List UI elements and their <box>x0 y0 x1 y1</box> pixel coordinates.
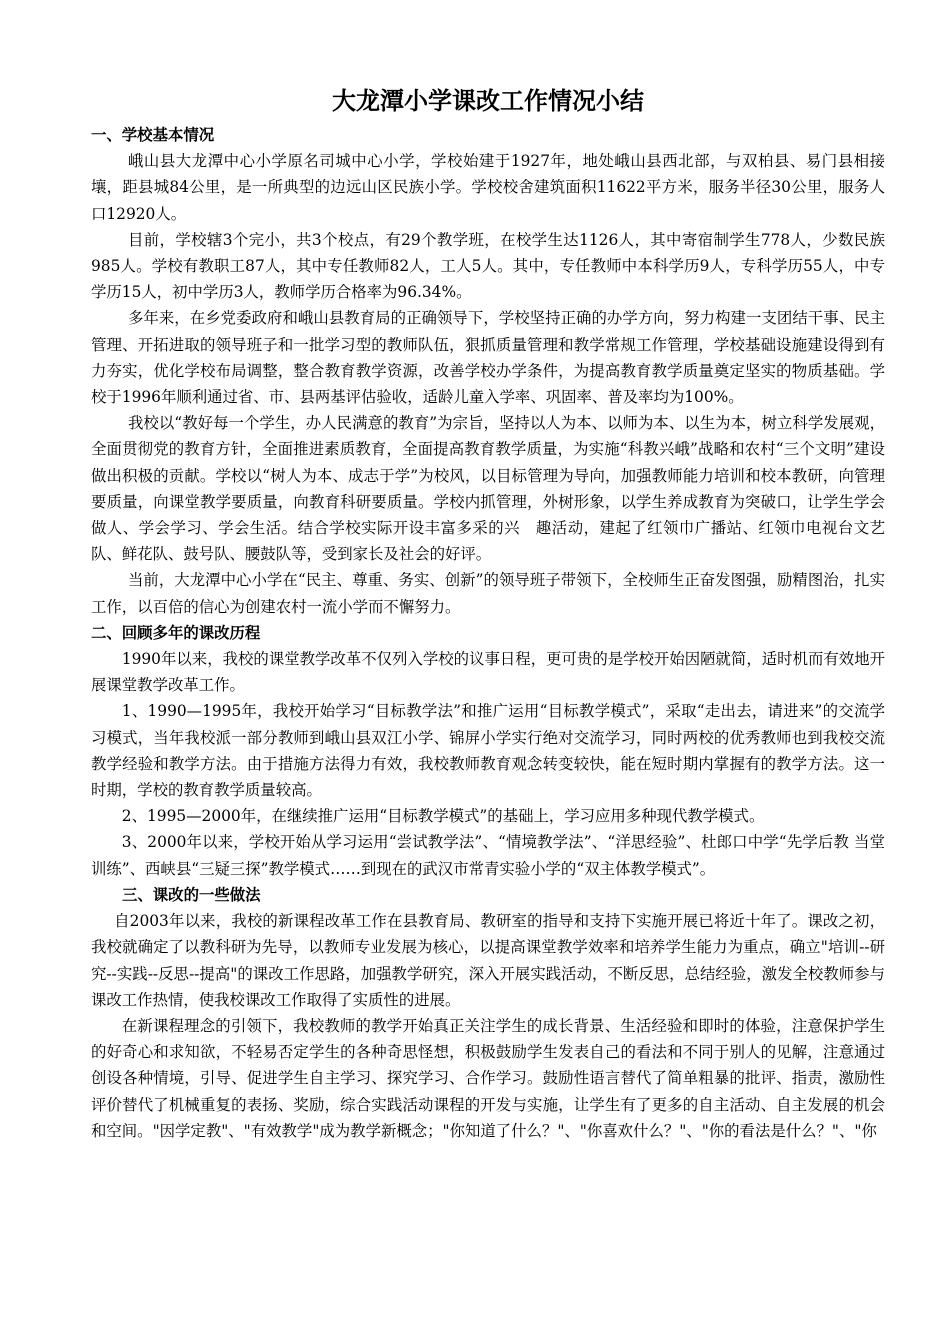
section-heading-basic-info: 一、学校基本情况 <box>91 126 215 144</box>
document-title: 大龙潭小学课改工作情况小结 <box>332 86 644 115</box>
paragraph: 当前，大龙潭中心小学在“民主、尊重、务实、创新”的领导班子带领下，全校师生正奋发图强，励精图治，扎实工作，以百倍的信心为创建农村一流小学而不懈努力。 <box>91 571 885 616</box>
document-page <box>91 84 885 1144</box>
paragraph: 1990年以来，我校的课堂教学改革不仅列入学校的议事日程，更可贵的是学校开始因陋就简，适时机而有效地开展课堂教学改革工作。 <box>91 650 885 695</box>
paragraph: 目前，学校辖3个完小，共3个校点，有29个教学班，在校学生达1126人，其中寄宿制学生778人，少数民族985人。学校有教职工87人，其中专任教师82人，工人5人。其中，专任教师中本科学历9人，专科学历55人，中专学历15人，初中学历3人，教师学历合格率为96.34%。 <box>91 230 885 302</box>
paragraph: 多年来，在乡党委政府和峨山县教育局的正确领导下，学校坚持正确的办学方向，努力构建一支团结干事、民主管理、开拓进取的领导班子和一批学习型的教师队伍，狠抓质量管理和教学常规工作管理，学校基础设施建设得到有力夯实，优化学校布局调整，整合教育教学资源，改善学校办学条件，为提高教育教学质量奠定坚实的物质基础。学校于1996年顺利通过省、市、县两基评估验收，适龄儿童入学率、巩固率、普及率均为100%。 <box>91 309 885 407</box>
paragraph: 自2003年以来，我校的新课程改革工作在县教育局、教研室的指导和支持下实施开展已将近十年了。课改之初，我校就确定了以教科研为先导，以教师专业发展为核心，以提高课堂教学效率和培养学生能力为重点，确立"培训--研究--实践--反思--提高"的课改工作思路，加强教学研究，深入开展实践活动，不断反思，总结经验，激发全校教师参与课改工作热情，使我校课改工作取得了实质性的进展。 <box>91 912 885 1009</box>
paragraph: 在新课程理念的引领下，我校教师的教学开始真正关注学生的成长背景、生活经验和即时的体验，注意保护学生的好奇心和求知欲，不轻易否定学生的各种奇思怪想，积极鼓励学生发表自己的看法和不同于别人的见解，注意通过创设各种情境，引导、促进学生自主学习、探究学习、合作学习。鼓励性语言替代了简单粗暴的批评、指责，激励性评价替代了机械重复的表扬、奖励，综合实践活动课程的开发与实施，让学生有了更多的自主活动、自主发展的机会和空间。"因学定教"、"有效教学"成为教学新概念；"你知道了什么？"、"你喜欢什么？"、"你的看法是什么？"、"你 <box>91 1016 885 1140</box>
section-heading-practices: 三、课改的一些做法 <box>122 885 261 904</box>
paragraph: 2、1995—2000年，在继续推广运用“目标教学模式”的基础上，学习应用多种现代教学模式。 <box>121 807 765 826</box>
paragraph: 1、1990—1995年，我校开始学习“目标教学法”和推广运用“目标教学模式”，采取“走出去，请进来”的交流学习模式，当年我校派一部分教师到峨山县双江小学、锦屏小学实行绝对交流学习，同时两校的优秀教师也到我校交流教学经验和教学方法。由于措施方法得力有效，我校教师教育观念转变较快，能在短时期内掌握有的教学方法。这一时期，学校的教育教学质量较高。 <box>91 702 885 800</box>
section-heading-history: 二、回顾多年的课改历程 <box>91 623 261 642</box>
paragraph: 我校以“教好每一个学生，办人民满意的教育”为宗旨，坚持以人为本、以师为本、以生为本，树立科学发展观，全面贯彻党的教育方针，全面推进素质教育，全面提高教育教学质量，为实施“科教兴峨”战略和农村“三个文明”建设做出积极的贡献。学校以“树人为本、成志于学”为校风，以目标管理为导向，加强教师能力培训和校本教研，向管理要质量，向课堂教学要质量，向教育科研要质量。学校内抓管理，外树形象，以学生养成教育为突破口，让学生学会做人、学会学习、学会生活。结合学校实际开设丰富多采的兴 趣活动，建起了红领巾广播站、红领巾电视台文艺队、鲜花队、鼓号队、腰鼓队等，受到家长及社会的好评。 <box>91 414 885 564</box>
paragraph: 峨山县大龙潭中心小学原名司城中心小学，学校始建于1927年，地处峨山县西北部，与双柏县、易门县相接壤，距县城84公里，是一所典型的边远山区民族小学。学校校舍建筑面积11622平方米，服务半径30公里，服务人口12920人。 <box>91 152 885 223</box>
paragraph: 3、2000年以来，学校开始从学习运用“尝试教学法”、“情境教学法”、“洋思经验”、杜郎口中学“先学后教 当堂训练”、西峡县“三疑三探”教学模式……到现在的武汉市常青实验小学的“双主体教学模式”。 <box>91 833 885 878</box>
